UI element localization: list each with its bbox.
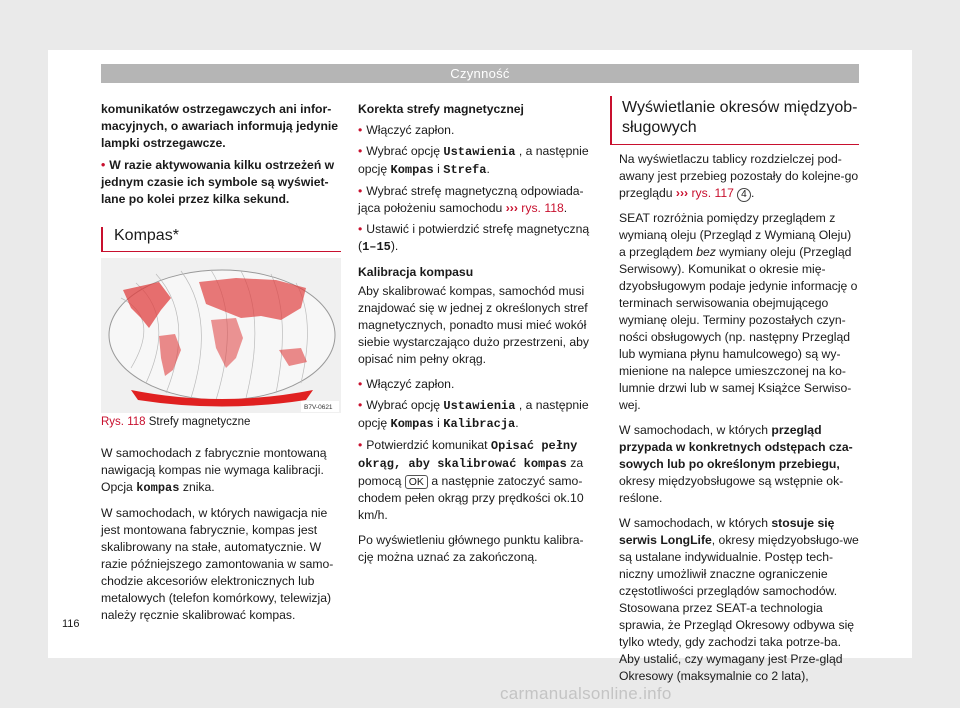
compass-paragraph-2: W samochodach, w których nawigacja nie jest montowana fabrycznie, kompas jest skalibrowany na stałe, automatycznie. W razie późniejszego zamontowania w samo-chodzie akcesoriów elektronicznych lub metalowych (telefon komórkowy, telewizja) należy ręcznie skalibrować kompas. bbox=[101, 506, 334, 622]
bullet-icon: • bbox=[358, 398, 363, 412]
compass-body bbox=[101, 445, 341, 632]
cal-step-2-c: i bbox=[437, 416, 440, 430]
r-p3-bold: przegląd przypada w konkretnych odstępach cza-sowych lub po określonym przebiegu, bbox=[619, 423, 853, 471]
bullet-icon: • bbox=[358, 144, 363, 158]
right-paragraph-4 bbox=[619, 515, 859, 685]
callout-number: 4 bbox=[737, 188, 751, 202]
ref-arrow-icon: ››› bbox=[505, 201, 518, 215]
caption-text: Strefy magnetyczne bbox=[148, 416, 251, 428]
calibration-end: Po wyświetleniu głównego punktu kalibra-cję można uznać za zakończoną. bbox=[358, 533, 584, 564]
zone-step-2-c: i bbox=[437, 162, 440, 176]
bullet-icon: • bbox=[358, 222, 363, 236]
figure-caption bbox=[101, 416, 250, 428]
zone-step-1-text: Włączyć zapłon. bbox=[366, 123, 455, 137]
zone-step-3 bbox=[358, 183, 598, 217]
bullet-icon: • bbox=[358, 438, 363, 452]
compass-section-title: Kompas* bbox=[101, 227, 341, 252]
code-ustawienia-2: Ustawienia bbox=[443, 399, 516, 413]
right-paragraph-1 bbox=[619, 151, 859, 202]
r-p4-bold: stosuje się serwis LongLife bbox=[619, 516, 835, 547]
warning-intro bbox=[101, 101, 341, 216]
ref-arrow-icon: ››› bbox=[675, 186, 689, 200]
right-paragraph-2 bbox=[619, 210, 859, 414]
p1-code: kompas bbox=[136, 481, 180, 495]
zone-step-4 bbox=[358, 221, 598, 256]
intro-text: komunikatów ostrzegawczych ani infor-macyjnych, o awariach informują jedynie lampki ostrzegawcze. bbox=[101, 102, 339, 150]
calibration-heading: Kalibracja kompasu bbox=[358, 265, 474, 279]
right-paragraph-3 bbox=[619, 422, 859, 507]
code-message: Opisać pełny okrąg, aby skalibrować kompas bbox=[358, 439, 578, 471]
r-p2-a: SEAT rozróżnia pomiędzy przeglądem z wymianą oleju (Przegląd z Wymianą Oleju) a przeglądem bbox=[619, 211, 852, 259]
zone-step-4-a: Ustawić i potwierdzić strefę magnetyczną ( bbox=[358, 222, 590, 253]
r-p4-a: W samochodach, w których bbox=[619, 516, 769, 530]
cal-step-2-a: Wybrać opcję bbox=[366, 398, 441, 412]
code-kompas-2: Kompas bbox=[390, 417, 434, 431]
calibration-paragraph: Aby skalibrować kompas, samochód musi znajdować się w jednej z określonych stref magnetycznych, ponadto musi mieć wokół siebie wystarczająco dużo przestrzeni, aby opisać nim pełny okrąg. bbox=[358, 284, 589, 366]
cal-step-2 bbox=[358, 397, 598, 433]
r-p4-b: , okresy międzyobsługo-we są ustalane indywidualnie. Postęp tech-niczny umożliwił znaczne ograniczenie częstotliwości przeglądów samochodów. Stosowana przez SEAT-a technologia sprawia, że Przegląd Okresowy odbywa się tylko wtedy, gdy zachodzi taka potrze-ba. Aby ustalić, czy wymagany jest Prze-gląd Okresowy (maksymalnie co 2 lata), bbox=[619, 533, 859, 683]
ok-key-icon: OK bbox=[405, 475, 428, 489]
r-p1-b: . bbox=[750, 186, 755, 200]
p1-text-a: W samochodach z fabrycznie montowaną nawigacją kompas nie wymaga kalibracji. Opcja bbox=[101, 446, 327, 494]
intro-bullet bbox=[101, 157, 341, 208]
magnetic-zones-figure bbox=[101, 258, 341, 413]
middle-column bbox=[358, 101, 598, 574]
figure-link[interactable]: rys. 117 bbox=[691, 186, 734, 200]
section-header: Czynność bbox=[101, 64, 859, 83]
r-p2-em: bez bbox=[696, 245, 716, 259]
cal-step-3-b: za pomocą bbox=[358, 456, 584, 488]
code-range: 1–15 bbox=[362, 240, 391, 254]
code-strefa: Strefa bbox=[443, 163, 487, 177]
cal-step-3-c: a następnie zatoczyć samo-chodem pełen okrąg przy prędkości ok.10 km/h. bbox=[358, 474, 584, 522]
bullet-icon: • bbox=[358, 123, 363, 137]
zone-step-2-a: Wybrać opcję bbox=[366, 144, 441, 158]
cal-step-2-b: , a następnie opcję bbox=[358, 398, 589, 430]
zone-step-4-b: ). bbox=[390, 239, 399, 253]
bullet-icon: • bbox=[358, 184, 363, 198]
figure-code: B7V-0621 bbox=[304, 404, 333, 411]
zone-step-2-b: , a następnie opcję bbox=[358, 144, 589, 176]
r-p3-a: W samochodach, w których bbox=[619, 423, 769, 437]
figure-link[interactable]: rys. 118 bbox=[521, 201, 564, 215]
bullet-icon: • bbox=[358, 377, 363, 391]
r-p2-b: wymiany oleju (Przegląd Serwisowy). Komunikat o okresie mię-dzyobsługowym podaje jedynie informację o terminach serwisowania obejmującego wymianę oleju. Terminy pozostałych czyn-ności obsługowych (np. następny Przegląd lub wymiana płynu hamulcowego) są wy-mienione na nalepce umieszczonej na ko-lumnie drzwi lub w samej Książce Serwiso-wej. bbox=[619, 245, 858, 412]
code-ustawienia: Ustawienia bbox=[443, 145, 516, 159]
service-interval-title: Wyświetlanie okresów międzyob-sługowych bbox=[610, 96, 859, 145]
zone-step-3-a: Wybrać strefę magnetyczną odpowiada-jąca położeniu samochodu bbox=[358, 184, 584, 215]
world-map-image bbox=[101, 258, 341, 413]
zone-step-1 bbox=[358, 122, 598, 139]
caption-ref: Rys. 118 bbox=[101, 416, 146, 428]
zone-step-2-d: . bbox=[486, 162, 490, 176]
cal-step-1-text: Włączyć zapłon. bbox=[366, 377, 455, 391]
p1-text-b: znika. bbox=[182, 480, 215, 494]
code-kalibracja: Kalibracja bbox=[443, 417, 516, 431]
zone-correction-heading: Korekta strefy magnetycznej bbox=[358, 102, 524, 116]
cal-step-3 bbox=[358, 437, 598, 524]
cal-step-1 bbox=[358, 376, 598, 393]
code-kompas: Kompas bbox=[390, 163, 434, 177]
page-number: 116 bbox=[62, 618, 80, 630]
bullet-icon: • bbox=[101, 158, 106, 172]
cal-step-2-d: . bbox=[515, 416, 519, 430]
intro-bullet-text: W razie aktywowania kilku ostrzeżeń w jednym czasie ich symbole są wyświet-lane po kolei przez kilka sekund. bbox=[101, 158, 335, 206]
r-p3-b: okresy międzyobsługowe są wstępnie ok-reślone. bbox=[619, 474, 844, 505]
zone-step-3-b: . bbox=[563, 201, 568, 215]
r-p1-a: Na wyświetlaczu tablicy rozdzielczej pod-awany jest przebieg pozostały do kolejne-go przeglądu bbox=[619, 152, 859, 200]
cal-step-3-a: Potwierdzić komunikat bbox=[366, 438, 488, 452]
watermark: carmanualsonline.info bbox=[500, 684, 672, 703]
right-column bbox=[619, 151, 859, 693]
compass-paragraph-1 bbox=[101, 445, 341, 497]
zone-step-2 bbox=[358, 143, 598, 179]
